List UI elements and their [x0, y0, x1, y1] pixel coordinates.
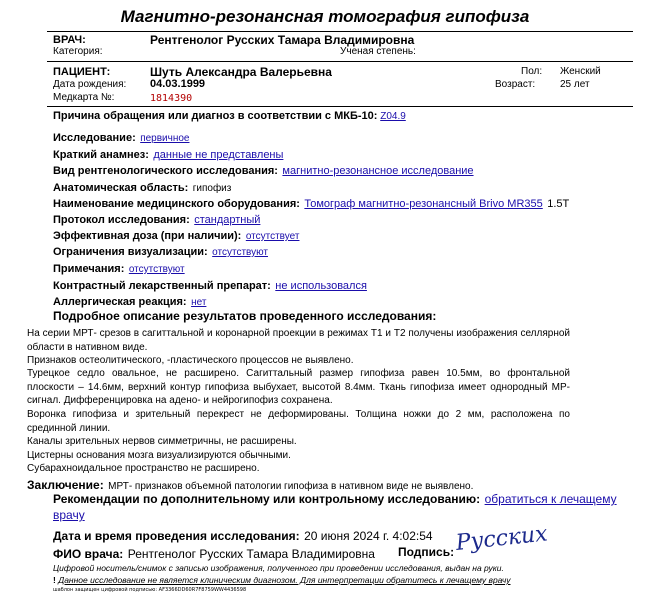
field-label: Исследование:: [53, 132, 136, 144]
dob-label: Дата рождения:: [53, 79, 127, 90]
divider: [47, 31, 633, 32]
field-label: Примечания:: [53, 263, 125, 275]
field-row-diagnosis: [53, 110, 406, 122]
document-title: Магнитно-резонансная томография гипофиза: [120, 7, 530, 26]
field-label: Эффективная доза (при наличии):: [53, 230, 242, 242]
recommendations-row: [53, 490, 617, 508]
exam-date-label: Дата и время проведения исследования:: [53, 529, 300, 543]
field-row-notes: [53, 259, 185, 277]
results-paragraph: Субарахноидальное пространство не расширено.: [27, 463, 260, 474]
equipment-link[interactable]: Томограф магнитно-резонансный Brivo MR355: [304, 198, 543, 210]
anamnesis-link[interactable]: данные не представлены: [153, 149, 284, 161]
dose-link[interactable]: отсутствует: [245, 231, 300, 242]
results-heading: Подробное описание результатов проведенного исследования:: [53, 309, 437, 323]
notes-link[interactable]: отсутствуют: [128, 264, 185, 275]
divider: [47, 106, 633, 107]
allergy-link[interactable]: нет: [191, 297, 207, 308]
contrast-link[interactable]: не использовался: [275, 280, 367, 292]
divider: [47, 61, 633, 62]
footer-disclaimer-row: [53, 575, 511, 585]
results-paragraph: Турецкое седло овальное, не расширено. Сагиттальный размер гипофиза равен 10.5мм, во фронтальной плоскости – 14.6мм, верхний контур гипофиза выбухает, высотой 8.4мм. Ткань гипофиза имеет однородный МР-сигнал. Дифференцировка на адено- и нейрогипофиз сохранена.: [27, 368, 570, 406]
field-label: Наименование медицинского оборудования:: [53, 198, 300, 210]
card-label: Медкарта №:: [53, 92, 115, 103]
sex-label: Пол:: [521, 66, 543, 77]
footer-template-signature: шаблон защищен цифровой подписью: AF3366DD60R7F8759WW4436598: [53, 587, 247, 593]
signature-row: [53, 545, 375, 563]
signature-doctor-name: Рентгенолог Русских Тамара Владимировна: [127, 547, 375, 561]
age-label: Возраст:: [495, 79, 536, 90]
equipment-field-strength: 1.5T: [547, 198, 570, 210]
field-label: Вид рентгенологического исследования:: [53, 165, 278, 177]
field-label: Контрастный лекарственный препарат:: [53, 280, 271, 292]
exam-date-row: [53, 527, 433, 545]
limits-link[interactable]: отсутствуют: [212, 247, 268, 258]
field-label: Причина обращения или диагноз в соответствии с МКБ-10:: [53, 110, 378, 122]
patient-name: Шуть Александра Валерьевна: [150, 65, 332, 79]
field-label: Анатомическая область:: [53, 182, 189, 194]
field-label: Протокол исследования:: [53, 214, 190, 226]
results-paragraph: Признаков остеолитического, -пластического процессов не выявлено.: [27, 355, 354, 366]
warning-mark-icon: !: [53, 575, 56, 585]
dob-value: 04.03.1999: [150, 78, 206, 90]
conclusion-text: МРТ- признаков объемной патологии гипофиза в нативном виде не выявлено.: [108, 481, 474, 492]
field-row-allergy: [53, 292, 206, 310]
age-value: 25 лет: [560, 79, 590, 90]
results-paragraph: На серии МРТ- срезов в сагиттальной и коронарной проекции в режимах T1 и T2 получены изображения селлярной области в нативном виде.: [27, 328, 570, 353]
field-label: Краткий анамнез:: [53, 149, 149, 161]
diagnosis-code-link[interactable]: Z04.9: [380, 111, 406, 122]
area-value: гипофиз: [192, 183, 232, 194]
results-paragraph: Каналы зрительных нервов симметричны, не расширены.: [27, 436, 297, 447]
recommendations-link[interactable]: обратиться к лечащему: [484, 492, 617, 506]
conclusion-label: Заключение:: [27, 478, 104, 492]
study-type-link[interactable]: первичное: [140, 133, 190, 144]
card-number: 1814390: [150, 93, 193, 104]
sex-value: Женский: [560, 66, 601, 77]
results-paragraph: Воронка гипофиза и зрительный перекрест не деформированы. Толщина ножки до 2 мм, расположена по срединной линии.: [27, 409, 570, 434]
handwritten-signature: Русских: [454, 521, 549, 556]
field-label: Ограничения визуализации:: [53, 246, 208, 258]
protocol-link[interactable]: стандартный: [194, 214, 261, 226]
recommendations-label: Рекомендации по дополнительному или контрольному исследованию:: [53, 492, 481, 506]
doctor-name: Рентгенолог Русских Тамара Владимировна: [150, 33, 415, 47]
signature-doctor-label: ФИО врача:: [53, 547, 124, 561]
exam-date-value: 20 июня 2024 г. 4:02:54: [304, 529, 433, 543]
footer-note-media: Цифровой носитель/снимок с записью изображения, полученного при проведении исследования, выдан на руки.: [53, 563, 504, 573]
patient-label: ПАЦИЕНТ:: [53, 66, 111, 78]
footer-disclaimer: Данное исследование не является клиническим диагнозом. Для интерпретации обратитесь к лечащему врачу: [58, 575, 511, 585]
field-label: Аллергическая реакция:: [53, 296, 187, 308]
exam-kind-link[interactable]: магнитно-резонансное исследование: [282, 165, 474, 177]
field-row-limits: [53, 242, 268, 260]
signature-label: Подпись:: [398, 545, 455, 559]
field-row-exam-kind: [53, 161, 474, 179]
results-paragraph: Цистерны основания мозга визуализируются обычными.: [27, 450, 291, 461]
recommendations-link-continued[interactable]: врачу: [53, 508, 85, 522]
degree-label: Ученая степень:: [340, 46, 416, 57]
category-label: Категория:: [53, 46, 103, 57]
doctor-label: ВРАЧ:: [53, 34, 86, 46]
field-row-study: [53, 128, 189, 146]
